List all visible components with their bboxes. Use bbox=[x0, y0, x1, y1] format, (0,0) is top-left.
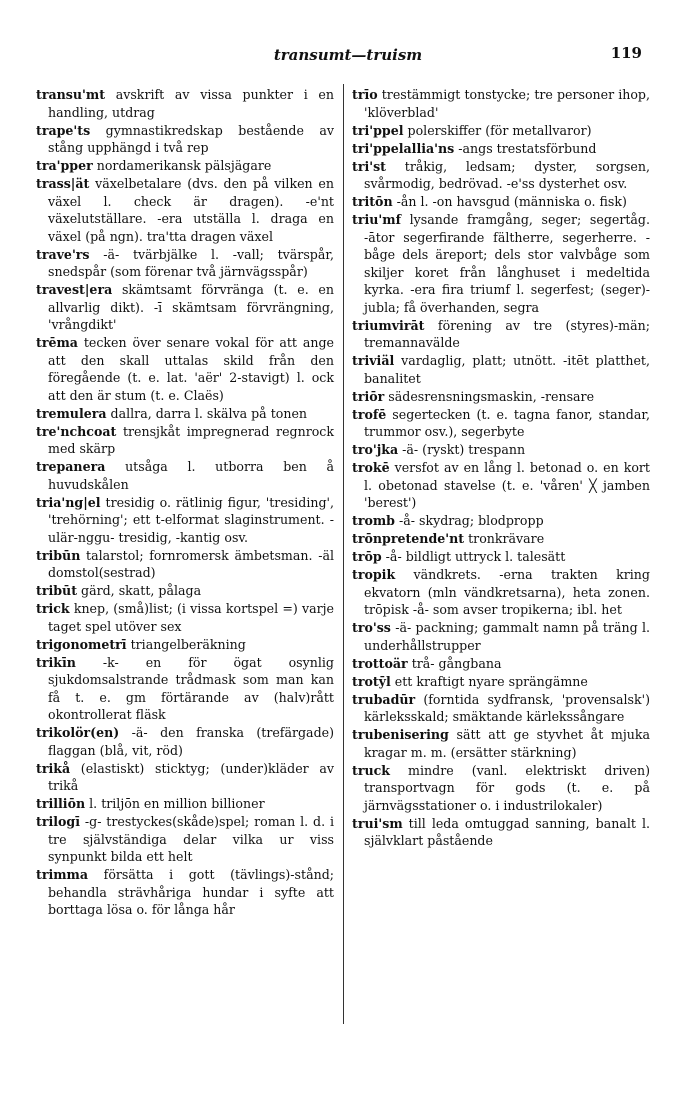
entry-definition: gärd, skatt, pålaga bbox=[77, 583, 202, 598]
entry-definition: -ä- den franska (trefärgade) flaggan (blå, vit, röd) bbox=[48, 725, 334, 758]
entry-definition: tecken över senare vokal för att ange att den skall uttalas skild från den föregående (t. e. lat. 'aër' 2-stavigt) l. ock att den är stum (t. e. Claës) bbox=[48, 335, 334, 403]
entry-headword: trass|ät bbox=[36, 176, 90, 191]
entry-headword: trepanera bbox=[36, 459, 106, 474]
entry-definition: -ån l. -on havsgud (människa o. fisk) bbox=[392, 194, 627, 209]
dictionary-entry bbox=[36, 813, 334, 866]
entry-definition: försätta i gott (tävlings)-stånd; behandla strävhåriga hundar i syfte att borttaga lösa o. för långa hår bbox=[48, 867, 334, 917]
entry-definition: talarstol; fornromersk ämbetsman. -äl domstol(sestrad) bbox=[48, 547, 334, 580]
entry-definition: -k- en för ögat osynlig sjukdomsalstrande trådmask som man kan få t. e. gm förtärande av (halv)rått okontrollerat fläsk bbox=[48, 654, 334, 722]
entry-headword: trape'ts bbox=[36, 122, 91, 138]
dictionary-entry bbox=[36, 157, 334, 175]
dictionary-entry bbox=[352, 193, 650, 211]
entry-definition: trå- gångbana bbox=[407, 655, 502, 671]
entry-headword: trigonometrī bbox=[36, 636, 127, 652]
entry-definition: -å- skydrag; blodpropp bbox=[394, 513, 544, 528]
entry-headword: trilliōn bbox=[36, 796, 86, 811]
entry-definition: -ä- (ryskt) trespann bbox=[398, 442, 526, 457]
entry-definition: växelbetalare (dvs. den på vilken en växel l. check är dragen). -e'nt växelutställare. -era utställa l. draga en växel (på ngn). tra'tta dragen växel bbox=[48, 176, 334, 244]
dictionary-entry bbox=[36, 458, 334, 493]
entry-definition: triangelberäkning bbox=[126, 636, 246, 652]
column-divider bbox=[343, 84, 344, 1024]
entry-headword: trikīn bbox=[36, 654, 76, 670]
entry-definition: trensjkåt impregnerad regnrock med skärp bbox=[48, 423, 334, 456]
dictionary-entry bbox=[352, 691, 650, 726]
entry-headword: truck bbox=[352, 762, 391, 778]
entry-headword: tra'pper bbox=[36, 158, 93, 173]
entry-definition: till leda omtuggad sanning, banalt l. självklart påstående bbox=[364, 815, 650, 848]
dictionary-entry bbox=[352, 726, 650, 761]
entry-definition: nordamerikansk pälsjägare bbox=[92, 158, 272, 173]
entry-definition: polerskiffer (för metallvaror) bbox=[403, 122, 592, 138]
entry-definition: gymnastikredskap bestående av stång upphängd i två rep bbox=[48, 122, 334, 155]
entry-headword: triviäl bbox=[352, 353, 395, 368]
dictionary-entry bbox=[36, 494, 334, 547]
entry-headword: trilogī bbox=[36, 814, 81, 829]
entry-definition: tronkrävare bbox=[464, 531, 545, 546]
dictionary-entry bbox=[352, 655, 650, 673]
dictionary-entry bbox=[36, 724, 334, 759]
entry-definition: -angs trestatsförbund bbox=[454, 140, 597, 156]
entry-headword: trofē bbox=[352, 406, 387, 422]
right-column bbox=[352, 86, 650, 850]
entry-headword: trōp bbox=[352, 549, 382, 564]
dictionary-entry bbox=[36, 122, 334, 157]
entry-definition: ett kraftigt nyare sprängämne bbox=[390, 673, 588, 689]
entry-headword: tri'ppelallia'ns bbox=[352, 140, 455, 156]
dictionary-entry bbox=[36, 600, 334, 635]
page-header bbox=[0, 42, 696, 66]
entry-headword: trotȳl bbox=[352, 673, 391, 689]
entry-headword: tropik bbox=[352, 567, 396, 582]
dictionary-entry bbox=[36, 405, 334, 423]
entry-headword: trēma bbox=[36, 335, 78, 350]
entry-definition: sädesrensningsmaskin, -rensare bbox=[384, 388, 595, 404]
entry-headword: tribūt bbox=[36, 583, 78, 598]
entry-definition: lysande framgång, seger; segertåg. -ātor segerfirande fältherre, segerherre. -båge dels äreport; dels stor valvbåge som skiljer koret från långhuset i medeltida kyrka. -era fira triumf l. segerfest; (seger)-jubla; få överhanden, segra bbox=[364, 212, 650, 315]
dictionary-entry bbox=[352, 140, 650, 158]
entry-definition: avskrift av vissa punkter i en handling, utdrag bbox=[48, 87, 334, 120]
dictionary-entry bbox=[36, 654, 334, 724]
entry-definition: sätt att ge styvhet åt mjuka kragar m. m. (ersätter stärkning) bbox=[364, 727, 650, 760]
entry-definition: (elastiskt) sticktyg; (under)kläder av trikå bbox=[48, 760, 334, 793]
dictionary-entry bbox=[352, 459, 650, 512]
entry-headword: triu'mf bbox=[352, 212, 401, 227]
entry-headword: trui'sm bbox=[352, 815, 403, 831]
entry-headword: trikå bbox=[36, 760, 71, 776]
entry-headword: trubadūr bbox=[352, 691, 416, 707]
entry-headword: tri'st bbox=[352, 158, 386, 174]
entry-headword: triumvirāt bbox=[352, 317, 425, 333]
dictionary-entry bbox=[352, 158, 650, 193]
dictionary-entry bbox=[36, 175, 334, 245]
dictionary-entry bbox=[36, 547, 334, 582]
entry-headword: tri'ppel bbox=[352, 122, 404, 138]
entry-definition: segertecken (t. e. tagna fanor, standar, trummor osv.), segerbyte bbox=[364, 406, 650, 439]
entry-headword: tria'ng|el bbox=[36, 494, 101, 510]
entry-headword: trōnpretende'nt bbox=[352, 531, 465, 546]
entry-definition: -g- trestyckes(skåde)spel; roman l. d. i tre självständiga delar vilka ur viss synpunkt bilda ett helt bbox=[48, 814, 334, 864]
dictionary-entry bbox=[36, 334, 334, 404]
entry-definition: dallra, darra l. skälva på tonen bbox=[106, 405, 308, 421]
dictionary-entry bbox=[352, 673, 650, 691]
entry-headword: trīo bbox=[352, 87, 378, 102]
entry-headword: triōr bbox=[352, 388, 385, 404]
dictionary-entry bbox=[352, 619, 650, 654]
entry-definition: -ä- packning; gammalt namn på träng l. underhållstrupper bbox=[364, 620, 650, 653]
dictionary-entry bbox=[36, 423, 334, 458]
entry-definition: förening av tre (styres)-män; tremannavälde bbox=[364, 317, 650, 350]
entry-headword: travest|era bbox=[36, 282, 113, 297]
entry-definition: vändkrets. -erna trakten kring ekvatorn (mln vändkretsarna), heta zonen. trōpisk -å- som avser tropikerna; ibl. het bbox=[364, 567, 650, 617]
entry-headword: trick bbox=[36, 601, 70, 616]
entry-headword: trottoär bbox=[352, 655, 408, 671]
dictionary-entry bbox=[352, 512, 650, 530]
dictionary-entry bbox=[36, 636, 334, 654]
dictionary-entry bbox=[352, 762, 650, 815]
dictionary-entry bbox=[352, 406, 650, 441]
dictionary-entry bbox=[36, 281, 334, 334]
entry-headword: trimma bbox=[36, 867, 89, 882]
page-number: 119 bbox=[610, 44, 642, 62]
dictionary-entry bbox=[352, 317, 650, 352]
entry-headword: tribūn bbox=[36, 547, 81, 563]
entry-definition: mindre (vanl. elektriskt driven) transportvagn för gods (t. e. på järnvägsstationer o. i industrilokaler) bbox=[364, 762, 650, 813]
entry-headword: trokē bbox=[352, 460, 390, 475]
entry-headword: trave'rs bbox=[36, 246, 90, 262]
entry-definition: l. triljōn en million billioner bbox=[85, 796, 265, 811]
entry-definition: skämtsamt förvränga (t. e. en allvarlig dikt). -ī skämtsam förvrängning, 'vrångdikt' bbox=[48, 282, 334, 332]
dictionary-entry bbox=[36, 866, 334, 919]
dictionary-entry bbox=[36, 86, 334, 121]
entry-definition: -ä- tvärbjälke l. -vall; tvärspår, snedspår (som förenar två järnvägsspår) bbox=[48, 246, 334, 279]
dictionary-entry bbox=[352, 211, 650, 316]
entry-definition: (forntida sydfransk, 'provensalsk') kärleksskald; smäktande kärlekssångare bbox=[364, 691, 650, 724]
running-title: transumt—truism bbox=[273, 46, 423, 64]
dictionary-entry bbox=[352, 86, 650, 121]
entry-headword: tromb bbox=[352, 513, 395, 528]
entry-headword: tre'nchcoat bbox=[36, 423, 117, 439]
dictionary-entry bbox=[352, 815, 650, 850]
entry-definition: knep, (små)list; (i vissa kortspel =) varje taget spel utöver sex bbox=[48, 601, 334, 634]
entry-headword: tritōn bbox=[352, 194, 393, 209]
dictionary-entry bbox=[352, 388, 650, 406]
dictionary-entry bbox=[352, 122, 650, 140]
dictionary-entry bbox=[36, 760, 334, 795]
dictionary-entry bbox=[352, 441, 650, 459]
dictionary-entry bbox=[36, 582, 334, 600]
entry-definition: -å- bildligt uttryck l. talesätt bbox=[381, 549, 566, 564]
dictionary-entry bbox=[352, 352, 650, 387]
left-column bbox=[36, 86, 334, 919]
entry-headword: tro'ss bbox=[352, 620, 391, 635]
entry-definition: utsåga l. utborra ben å huvudskålen bbox=[48, 459, 334, 492]
entry-headword: tremulera bbox=[36, 405, 107, 421]
entry-headword: transu'mt bbox=[36, 87, 106, 102]
entry-headword: trikolör(en) bbox=[36, 725, 120, 740]
entry-definition: trestämmigt tonstycke; tre personer ihop, 'klöverblad' bbox=[364, 87, 650, 120]
dictionary-entry bbox=[352, 566, 650, 619]
entry-definition: tråkig, ledsam; dyster, sorgsen, svårmodig, bedrövad. -e'ss dysterhet osv. bbox=[364, 158, 650, 191]
dictionary-entry bbox=[352, 548, 650, 566]
dictionary-entry bbox=[36, 246, 334, 281]
entry-definition: tresidig o. rätlinig figur, 'tresiding', 'trehörning'; ett t-elformat slaginstrument. -ulär-nggu- tresidig, -kantig osv. bbox=[48, 494, 334, 545]
entry-headword: trubenisering bbox=[352, 727, 449, 742]
entry-definition: versfot av en lång l. betonad o. en kort l. obetonad stavelse (t. e. 'våren' ╳ jamben 'berest') bbox=[364, 460, 650, 510]
dictionary-entry bbox=[36, 795, 334, 813]
entry-definition: vardaglig, platt; utnött. -itēt platthet, banalitet bbox=[364, 353, 650, 386]
dictionary-entry bbox=[352, 530, 650, 548]
entry-headword: tro'jka bbox=[352, 442, 399, 457]
